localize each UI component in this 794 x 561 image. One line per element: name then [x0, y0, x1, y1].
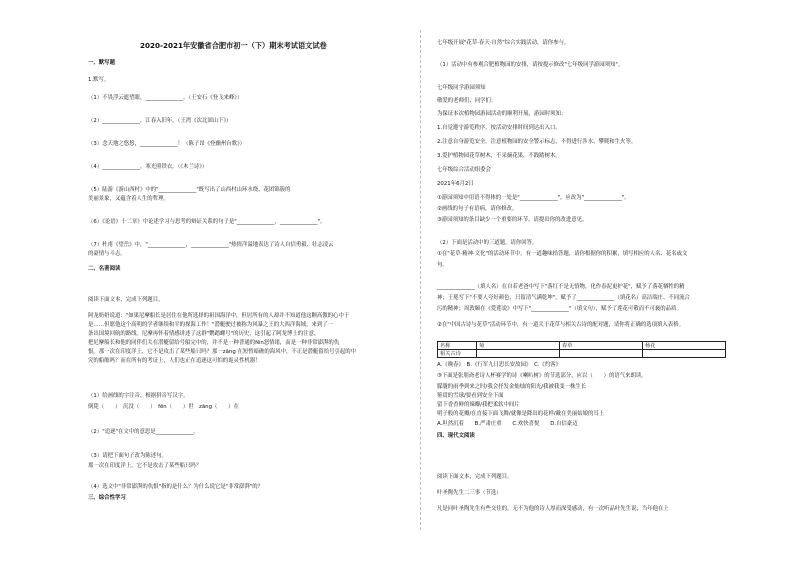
passage-line: 把尼摩船长和他的同伴们关在潜艇留给号船完中的，并不是一种普通的fēn怒情绪，而是一种非常澎湃的仇 [88, 340, 340, 346]
section-heading: 一、默写题 [88, 60, 115, 66]
question-text: ②画线的句子有语病，请你修改。 [437, 206, 518, 212]
section-heading: 四、现代文阅读 [437, 433, 475, 439]
question-text: A.《晚春》 B.《行军九日思长安故园》 C.《约客》 [437, 362, 561, 368]
question-text: ③下面是张朋斋老诗人杯赛学的诗《喇叭树》的节选部分，应以（ ）的语气来朗读。 [437, 373, 647, 379]
question-text: 那一次在印度洋上，它不是攻击了某些船只吗？ [88, 463, 202, 469]
table-cell: 名称 [438, 342, 477, 350]
question-text: 神；王冕写下"不要人夸好颜色，只留清气满乾坤"，赋予了______________（填花名）高洁端庄、不同流合 [437, 295, 690, 301]
question-text: （5）陆游《游山西村》中的"______________"既写出了山西村山环水绕、花团锦簇的 [88, 187, 291, 193]
question-text: 倒毙（ ） 沉没（ ） fēn（ ）世 zāng（ ）在 [88, 404, 239, 410]
question-text: （3）请把下面句子改为陈述句。 [88, 453, 167, 459]
poem-matching-table [437, 341, 726, 358]
section-heading: 三、综合性学习 [88, 495, 126, 501]
question-text: 句。 [437, 262, 448, 268]
notice-line: 1.自觉遵守游览秩序，按活动安排时间到达出入口。 [437, 125, 561, 131]
poem-line: 留下香香鲜的辣瓣/我把柔软中间片 [437, 402, 520, 408]
question-text: （7）杜甫《望岳》中，"______________，______________"热情洋溢地表达了诗人自信勇毅、壮志凌云 [88, 242, 334, 248]
question-text: 1.默写。 [88, 77, 110, 83]
question-text: ①在"花草·精神·文化"的活动环节中，有一道趣味拾答题，请你根据你的积累，填写相应的人名、花名或文 [437, 251, 688, 257]
question-text: （2）"追逐"在文中的意思是______________。 [88, 429, 199, 435]
notice-signature: 七年级综合活动组委会 [437, 167, 491, 173]
table-cell: 相关古诗 [438, 350, 477, 358]
poem-line: 朦胧的雨季到来之时/我会抒发金灿灿的阳光/我被我变一株生长 [437, 384, 587, 390]
question-text: （3）念天地之悠悠，______________！（陈子昂《登幽州台歌》） [88, 141, 246, 147]
question-text: （2）______________，江春入旧年。（王湾《次北固山下》） [88, 118, 232, 124]
notice-date: 2021年6月2日 [437, 181, 474, 187]
passage-line: 是……但愿他这个高明的学者继续和平的探海工作！"潜艇驶过被称为风暴之王的大西洋海域，来到了一 [88, 322, 334, 328]
table-row [438, 350, 726, 358]
section-heading: 二、名著阅读 [88, 266, 121, 272]
notice-line: 敬爱的老师们、同学们： [437, 98, 497, 104]
question-text: （6）《论语》十二章》中论述学习与思考的辩证关系的句子是"______________，______________"。 [88, 219, 326, 225]
answer-options: A.坦然沉着 B.严肃庄重 C.欢快喜悦 D.自信豪迈 [437, 421, 578, 427]
passage-line: 恨。那一次在印度洋上，它不是攻击了某些船只吗？那一zāng 在短暂暗礁的海风中，不正是潜艇留给号引起的中 [88, 349, 357, 355]
question-text: 的豪情与斗志。 [88, 251, 126, 257]
question-text: 美丽景象，又蕴含着人生的哲理。 [88, 196, 169, 202]
notice-line: 3.爱护植物园花草树木，不采摘花果，不践踏树木。 [437, 153, 561, 159]
question-text: ②在"中国古诗与花草"活动环节中，有一道关于花草与相关古诗的配对题，请你将正确的选项填入表格。 [437, 322, 684, 328]
table-cell [560, 350, 643, 358]
question-text: （4）______________，寒光照铁衣。（《木兰诗》） [88, 164, 208, 170]
question-text: 七年级开展"花草·春天·自然"综合实践活动，请你参与。 [437, 40, 570, 46]
passage-line: 究的船舶吗？而在所有的考证上，人们也正在追逐这可怕的诡灵性机器！ [88, 358, 261, 364]
instruction-text: 阅读下面文本，完成下列题目。 [437, 474, 513, 480]
column-divider [420, 30, 421, 530]
passage-line: 凡是同叶圣陶先生有些交往的，无不为他的诗人厚而深受感动，有一次听品叶先生说，当年他在上 [437, 506, 669, 512]
table-cell: 菊 [477, 342, 560, 350]
passage-title: 叶圣陶先生二三事（节选） [437, 490, 502, 496]
table-cell [643, 350, 726, 358]
table-cell [477, 350, 560, 358]
question-text: 污的精神；周敦颐在《爱莲说》中写下"______________"（填文句），赋予了莲花可敬而不可亵的品质。 [437, 306, 682, 312]
passage-line: 阿龙奶奶说道："如果尼摩船长是居住在他所选择的祖国海洋中，但居所有的人却并不知道他这颗高傲的心中于 [88, 313, 350, 319]
notice-title: 七年级同学游园须知 [437, 85, 486, 91]
page-title: 2020-2021年安徽省合肥市初一（下）期末考试语文试卷 [140, 41, 327, 50]
table-row [438, 342, 726, 350]
table-cell: 杨花 [643, 342, 726, 350]
question-text: ______________（填人名）在自若老爸中写下"落红不是无情物，化作春泥更护花"，赋予了落花牺牲的精 [437, 284, 685, 290]
table-cell: 春草 [560, 342, 643, 350]
question-text: （1）活动中有参观合肥植物园的安排，请按提示修改"七年级同学游园须知"。 [437, 62, 624, 68]
passage-line: 条出国境回航的路线。尼摩再怀着情感讲述了这群"鹦鹉螺号"的历史，这引起了阿龙博士的注意， [88, 331, 320, 337]
notice-line: 为保证本次植物园游园活动的顺利开展，游园时须知： [437, 111, 567, 117]
question-text: （1）不畏浮云遮望眼，______________。（王安石《登飞来峰》） [88, 95, 243, 101]
question-text: ①游园须知中用语不得体的一处是"______________"，应改为"______________"。 [437, 195, 630, 201]
question-text: （2）下面是活动中的三道题，请你回答。 [437, 240, 538, 246]
instruction-text: 阅读下面文本，完成下列题目。 [88, 297, 164, 303]
poem-line: 明子般的花瓣/在直接下面飞舞/就像是降出的花样/戴在美丽姑娘的耳上 [437, 411, 605, 417]
poem-line: 鉴赏的雪球/要看到安全下面 [437, 393, 504, 399]
question-text: （4）选文中"非常澎湃的仇恨"指的是什么？为什么说它是"非常澎湃"的？ [88, 484, 264, 490]
question-text: ③游园须知的条目缺少一个重要的环节，请提出你的改进意见。 [437, 217, 588, 223]
notice-line: 2.注意自身游览安全。注意植物园的安全警示标志，不得进行涉水、攀爬和生火等。 [437, 139, 637, 145]
question-text: （1）给画线的字注音，根据拼音写汉字。 [88, 393, 189, 399]
